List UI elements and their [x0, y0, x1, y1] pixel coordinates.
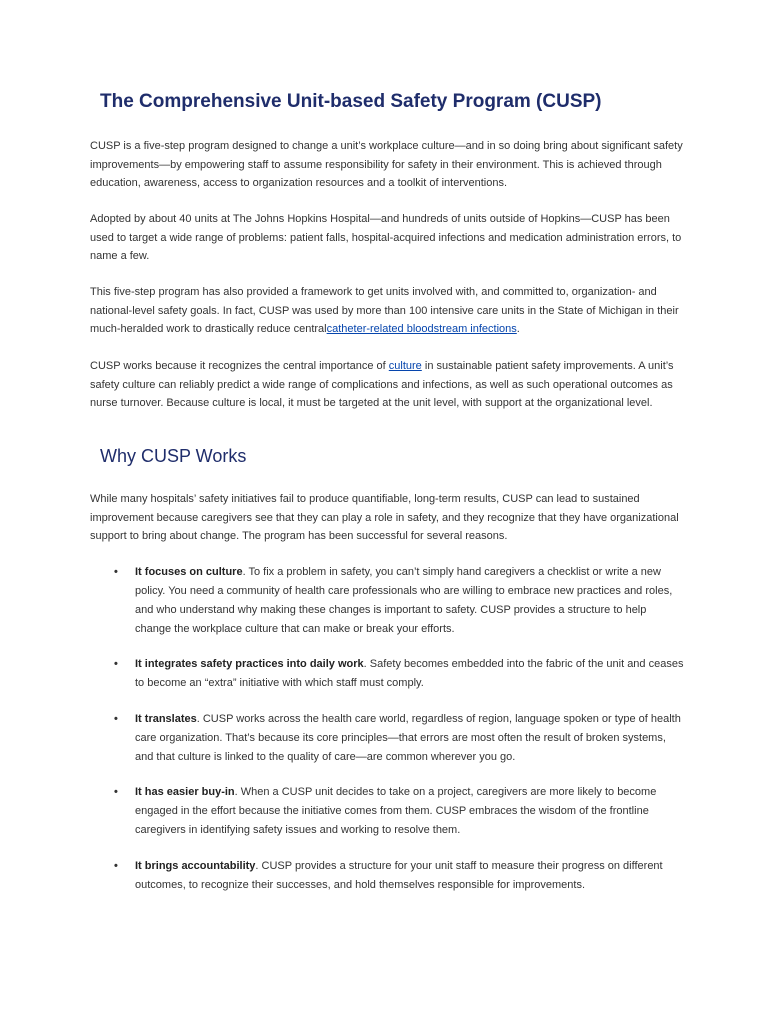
reason-lead: It translates — [135, 713, 197, 725]
framework-text: This five-step program has also provided a framework to get units involved with, and committed to, organization- and national-level safety goals. In fact, CUSP was used by more than 100 intensive care units in the State of Michigan in their much-heralded work to drastically reduce central — [90, 286, 679, 336]
list-item — [114, 563, 684, 639]
bullet-icon: • — [114, 860, 118, 872]
framework-paragraph — [90, 283, 690, 339]
list-item — [114, 710, 684, 767]
culture-text-start: CUSP works because it recognizes the central importance of — [90, 360, 389, 372]
intro-paragraph: CUSP is a five-step program designed to change a unit’s workplace culture—and in so doing bring about significant safety improvements—by empowering staff to assume responsibility for safety in their environment. This is achieved through education, awareness, access to organization resources and a toolkit of interventions. — [90, 140, 683, 190]
reason-lead: It integrates safety practices into daily work — [135, 658, 364, 670]
list-item — [114, 783, 684, 840]
why-intro-paragraph: While many hospitals’ safety initiatives fail to produce quantifiable, long-term results, CUSP can lead to sustained improvement because caregivers see that they can play a role in safety, and they recognize that they have organizational support to bring about change. The program has been successful for several reasons. — [90, 493, 679, 543]
adoption-paragraph: Adopted by about 40 units at The Johns Hopkins Hospital—and hundreds of units outside of Hopkins—CUSP has been used to target a wide range of problems: patient falls, hospital-acquired infections and medication administration errors, to name a few. — [90, 213, 682, 263]
bullet-icon: • — [114, 566, 118, 578]
reason-text: . To fix a problem in safety, you can’t simply hand caregivers a checklist or write a new policy. You need a community of health care professionals who are willing to embrace new practices and roles, and who understand why making these changes is important to safety. CUSP provides a structure to help change the workplace culture that can make or break your efforts. — [135, 566, 673, 635]
reason-text: . Safety becomes embedded into the fabric of the unit and ceases to become an “extra” initiative with which staff must comply. — [135, 658, 684, 689]
bullet-icon: • — [114, 658, 118, 670]
list-item — [114, 655, 684, 693]
section-heading-why-cusp: Why CUSP Works — [100, 446, 247, 466]
page-title: The Comprehensive Unit-based Safety Program (CUSP) — [100, 91, 602, 112]
reason-text: . CUSP provides a structure for your unit staff to measure their progress on different outcomes, to recognize their successes, and hold themselves responsible for improvements. — [135, 860, 663, 891]
culture-link[interactable]: culture — [388, 360, 422, 372]
culture-paragraph — [90, 357, 690, 413]
list-item — [114, 857, 684, 895]
reason-lead: It brings accountability — [135, 860, 256, 872]
reason-text: . When a CUSP unit decides to take on a project, caregivers are more likely to become engaged in the effort because the initiative comes from them. CUSP embraces the wisdom of the frontline caregivers in identifying safety issues and working to resolve them. — [135, 786, 657, 836]
reason-lead: It has easier buy-in — [135, 786, 235, 798]
reason-lead: It focuses on culture — [135, 566, 243, 578]
bullet-icon: • — [114, 786, 118, 798]
catheter-infections-link[interactable]: catheter-related bloodstream infections — [326, 323, 517, 336]
culture-text-end: in sustainable patient safety improvements. A unit’s safety culture can reliably predict a wide range of complications and infections, as well as such operational outcomes as nurse turnover. Because culture is local, it must be targeted at the unit level, with support at the organizational level. — [90, 360, 674, 410]
reason-text: . CUSP works across the health care world, regardless of region, language spoken or type of health care organization. That’s because its core principles—that errors are most often the result of broken systems, and that culture is linked to the quality of care—are common wherever you go. — [135, 713, 681, 763]
bullet-icon: • — [114, 713, 118, 725]
framework-text-end: . — [516, 323, 520, 336]
